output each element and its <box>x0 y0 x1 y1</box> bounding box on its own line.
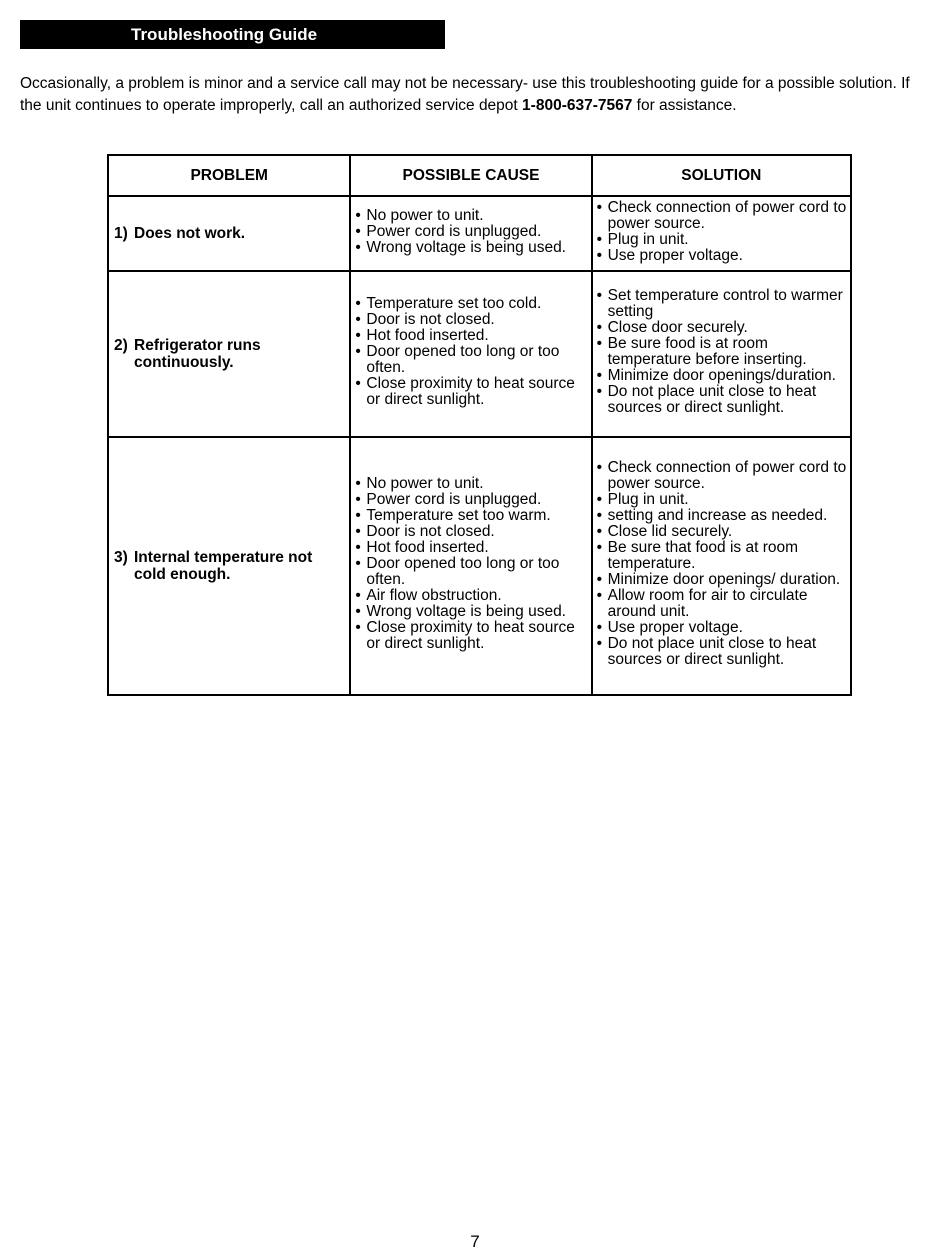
problem-line <box>114 549 345 566</box>
solution-item: • Set temperature control to warmer setting <box>597 288 848 320</box>
solution-item: • Close lid securely. <box>597 524 848 540</box>
solution-cell <box>592 271 851 437</box>
header-problem: PROBLEM <box>108 155 350 196</box>
cause-item: • Door is not closed. <box>355 524 588 540</box>
cause-item: • Close proximity to heat source or direct sunlight. <box>355 376 588 408</box>
problem-line <box>114 225 345 242</box>
solution-item: • Check connection of power cord to power source. <box>597 460 848 492</box>
header-possible-cause: POSSIBLE CAUSE <box>350 155 591 196</box>
solution-item: • setting and increase as needed. <box>597 508 848 524</box>
solution-item: • Minimize door openings/duration. <box>597 368 848 384</box>
solution-list <box>597 200 848 264</box>
cause-list <box>355 476 588 652</box>
problem-cell <box>108 271 350 437</box>
service-phone-number: 1-800-637-7567 <box>522 97 633 114</box>
problem-text-continued: cold enough. <box>134 566 231 583</box>
problem-cell <box>108 437 350 695</box>
solution-item: • Be sure food is at room temperature before inserting. <box>597 336 848 368</box>
problem-cell <box>108 196 350 271</box>
problem-text: Refrigerator runs <box>134 337 261 354</box>
solution-item: • Plug in unit. <box>597 232 848 248</box>
cause-item: • Door is not closed. <box>355 312 588 328</box>
cause-item: • No power to unit. <box>355 476 588 492</box>
solution-item: • Use proper voltage. <box>597 620 848 636</box>
cause-list <box>355 208 588 256</box>
cause-cell <box>350 271 591 437</box>
problem-text: Internal temperature not <box>134 549 313 566</box>
problem-number: 2) <box>114 337 128 354</box>
cause-item: • Temperature set too warm. <box>355 508 588 524</box>
cause-item: • Hot food inserted. <box>355 540 588 556</box>
cause-item: • Temperature set too cold. <box>355 296 588 312</box>
cause-cell <box>350 196 591 271</box>
solution-item: • Minimize door openings/ duration. <box>597 572 848 588</box>
table-row <box>108 271 851 437</box>
cause-item: • Hot food inserted. <box>355 328 588 344</box>
cause-item: • Wrong voltage is being used. <box>355 240 588 256</box>
solution-item: • Close door securely. <box>597 320 848 336</box>
solution-item: • Use proper voltage. <box>597 248 848 264</box>
cause-item: • Wrong voltage is being used. <box>355 604 588 620</box>
solution-cell <box>592 196 851 271</box>
cause-list <box>355 296 588 408</box>
problem-text-continued: continuously. <box>134 354 234 371</box>
cause-item: • Power cord is unplugged. <box>355 492 588 508</box>
header-solution: SOLUTION <box>592 155 851 196</box>
solution-item: • Do not place unit close to heat sources or direct sunlight. <box>597 636 848 668</box>
cause-cell <box>350 437 591 695</box>
problem-number: 3) <box>114 549 128 566</box>
cause-item: • Door opened too long or too often. <box>355 556 588 588</box>
solution-item: • Check connection of power cord to power source. <box>597 200 848 232</box>
solution-item: • Allow room for air to circulate around unit. <box>597 588 848 620</box>
page-number: 7 <box>470 1232 480 1251</box>
table-header-row <box>108 155 851 196</box>
cause-item: • Power cord is unplugged. <box>355 224 588 240</box>
table-row <box>108 196 851 271</box>
intro-text: Occasionally, a problem is minor and a service call may not be necessary- use this troubleshooting guide for a possible solution. If the unit continues to operate improperly, call an authorized service depot <box>20 75 910 114</box>
problem-line <box>114 337 345 354</box>
cause-item: • Air flow obstruction. <box>355 588 588 604</box>
problem-text: Does not work. <box>134 225 246 242</box>
cause-item: • Door opened too long or too often. <box>355 344 588 376</box>
section-title: Troubleshooting Guide <box>20 20 445 49</box>
solution-item: • Do not place unit close to heat sources or direct sunlight. <box>597 384 848 416</box>
solution-list <box>597 288 848 416</box>
solution-item: • Be sure that food is at room temperature. <box>597 540 848 572</box>
troubleshooting-table <box>107 154 852 696</box>
solution-item: • Plug in unit. <box>597 492 848 508</box>
solution-list <box>597 460 848 668</box>
intro-text-end: for assistance. <box>632 97 737 114</box>
intro-paragraph <box>20 73 925 117</box>
problem-number: 1) <box>114 225 128 242</box>
cause-item: • Close proximity to heat source or direct sunlight. <box>355 620 588 652</box>
solution-cell <box>592 437 851 695</box>
table-row <box>108 437 851 695</box>
cause-item: • No power to unit. <box>355 208 588 224</box>
